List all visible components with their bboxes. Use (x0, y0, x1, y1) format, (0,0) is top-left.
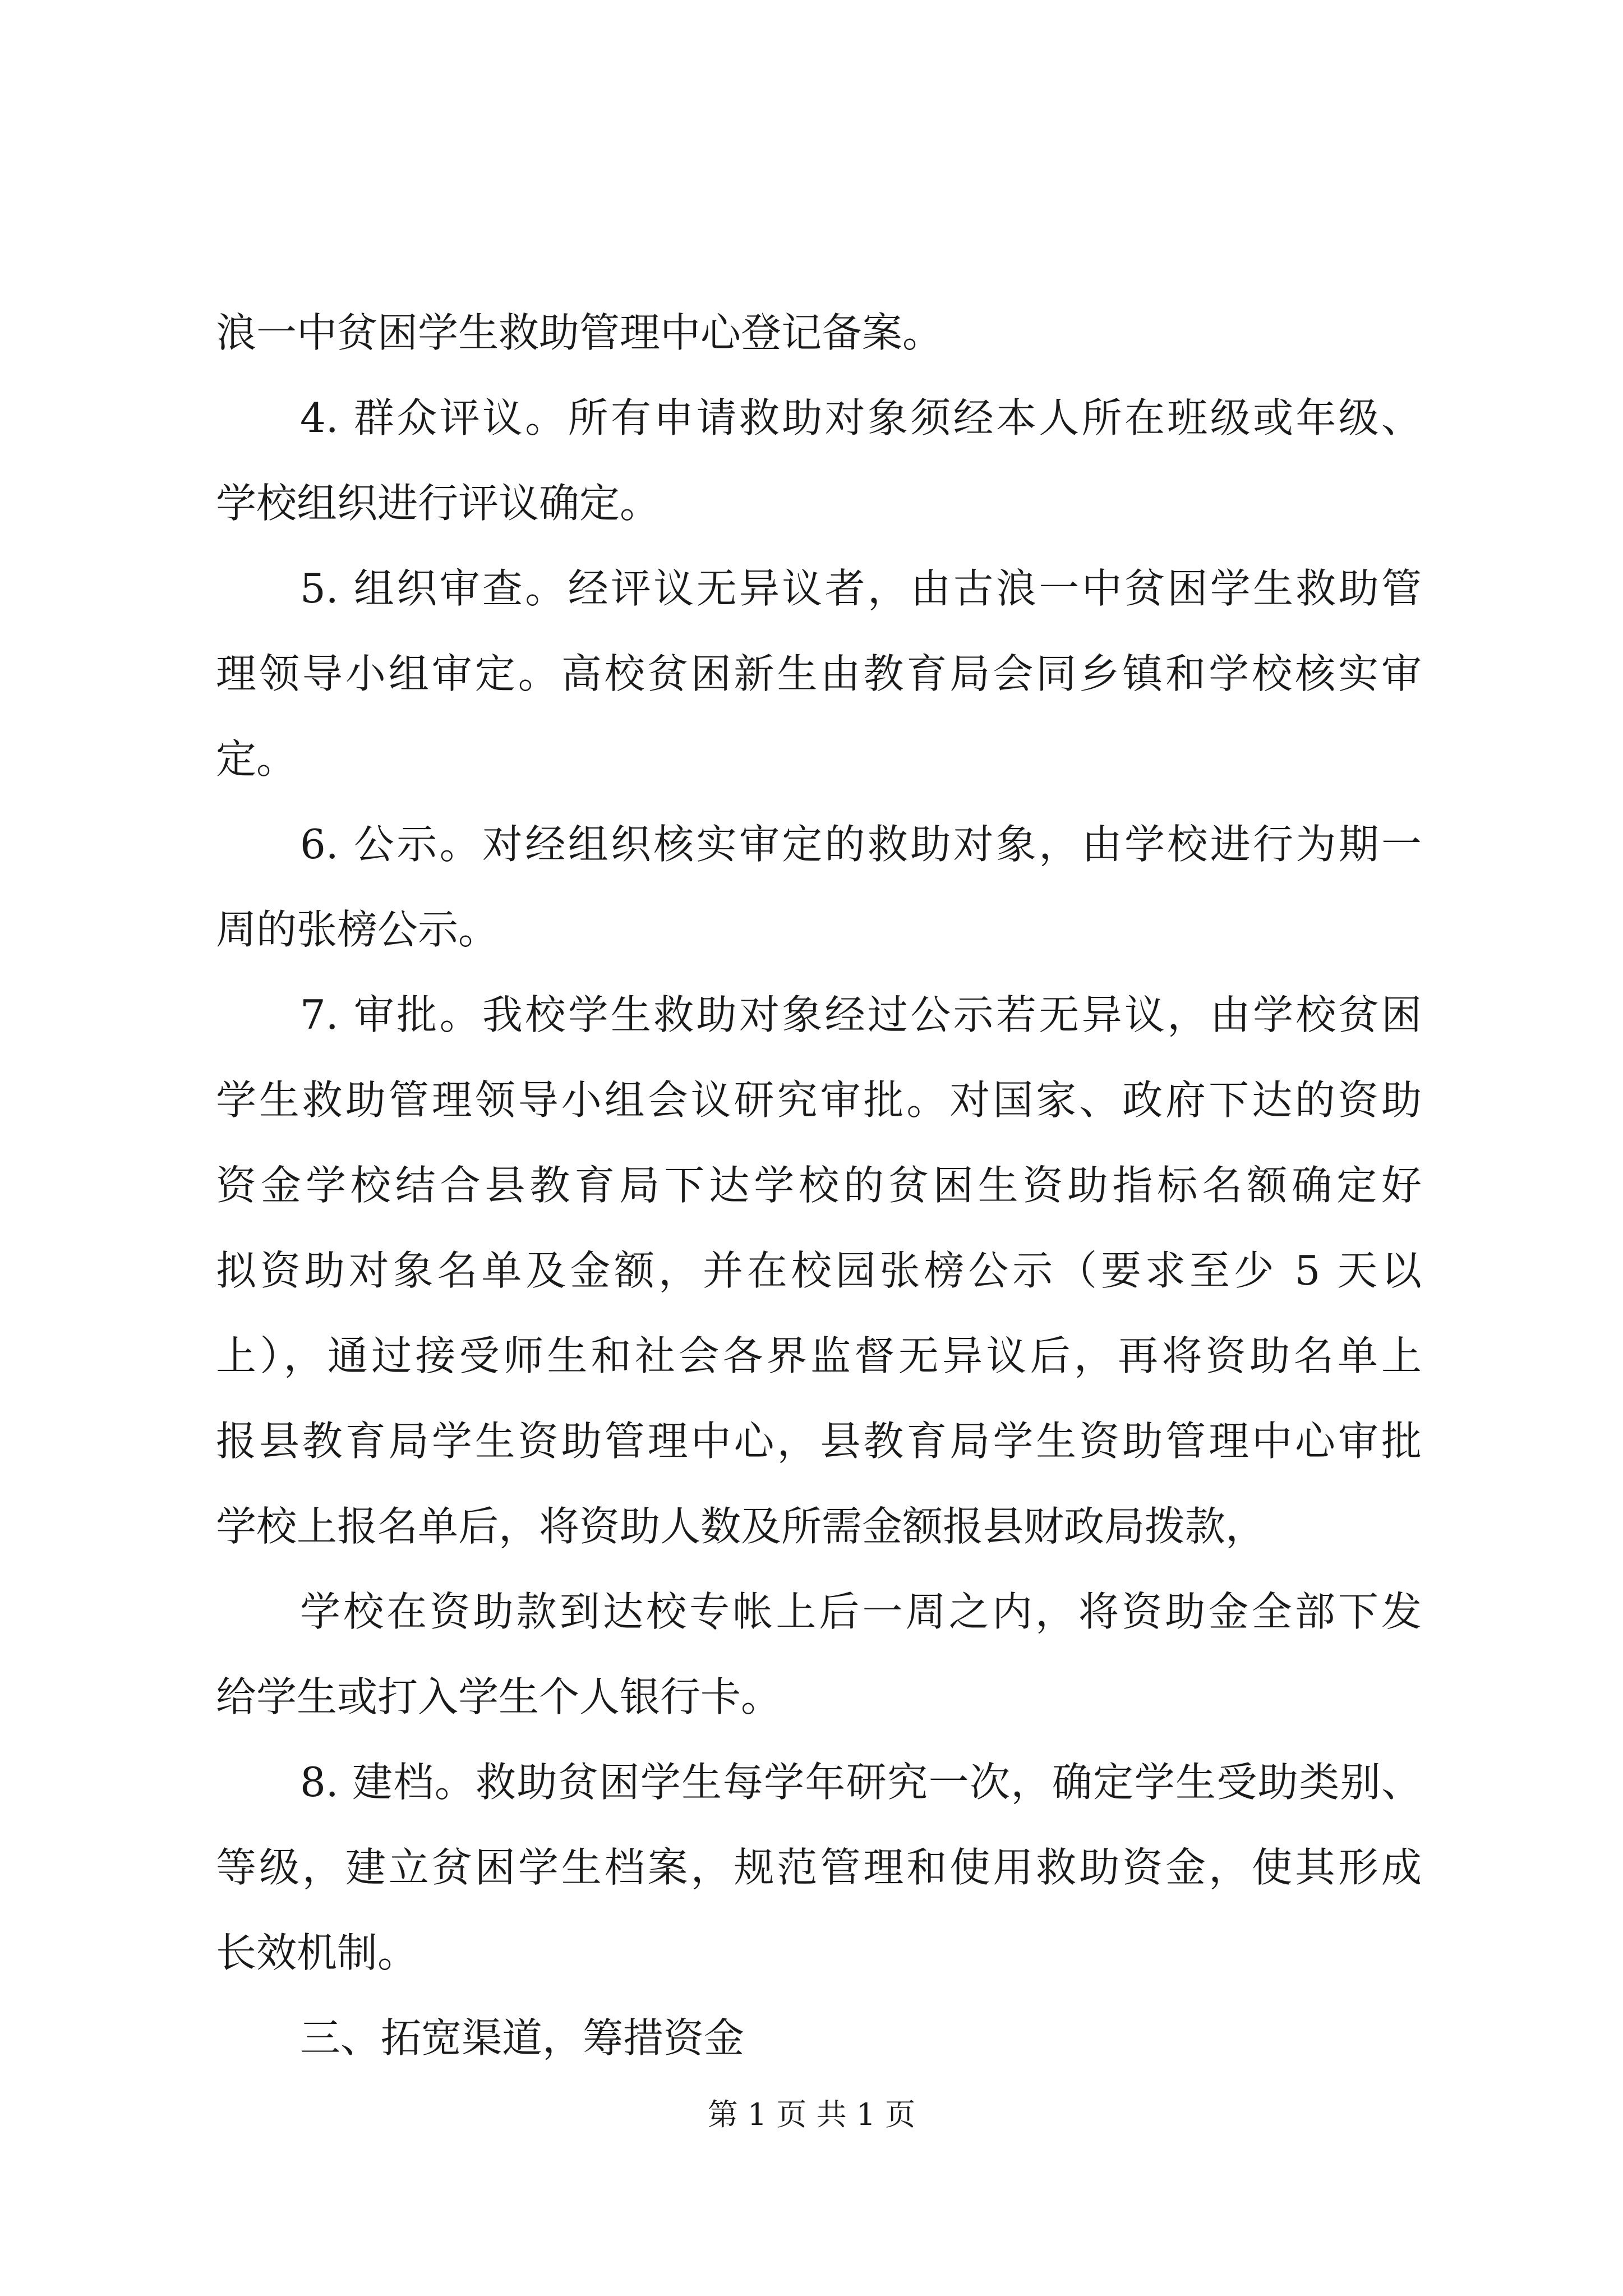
text-line: 学校上报名单后，将资助人数及所需金额报县财政局拨款， (216, 1503, 1266, 1550)
text-line: 浪一中贫困学生救助管理中心登记备案。 (216, 309, 943, 356)
text-line: 学校在资助款到达校专帐上后一周之内，将资助金全部下发 (300, 1588, 1422, 1635)
text-line: 给学生或打入学生个人银行卡。 (216, 1673, 782, 1720)
text-line: 周的张榜公示。 (216, 906, 499, 953)
text-line: 上），通过接受师生和社会各界监督无异议后，再将资助名单上 (216, 1332, 1422, 1379)
text-line: 5. 组织审查。经评议无异议者，由古浪一中贫困学生救助管 (300, 565, 1422, 612)
text-line: 8. 建档。救助贫困学生每学年研究一次，确定学生受助类别、 (300, 1759, 1422, 1806)
text-line: 7. 审批。我校学生救助对象经过公示若无异议，由学校贫困 (300, 991, 1422, 1038)
text-line: 学校组织进行评议确定。 (216, 480, 661, 527)
text-line: 理领导小组审定。高校贫困新生由教育局会同乡镇和学校核实审 (216, 650, 1422, 697)
text-line: 拟资助对象名单及金额，并在校园张榜公示（要求至少 5 天以 (216, 1247, 1422, 1294)
text-line: 定。 (216, 735, 297, 783)
page-footer: 第 1 页 共 1 页 (707, 2097, 916, 2132)
section-heading: 三、拓宽渠道，筹措资金 (300, 2014, 745, 2062)
text-line: 资金学校结合县教育局下达学校的贫困生资助指标名额确定好 (216, 1162, 1422, 1209)
text-line: 长效机制。 (216, 1929, 418, 1976)
text-line: 报县教育局学生资助管理中心，县教育局学生资助管理中心审批 (216, 1418, 1422, 1465)
text-line: 6. 公示。对经组织核实审定的救助对象，由学校进行为期一 (300, 821, 1422, 868)
text-line: 等级，建立贫困学生档案，规范管理和使用救助资金，使其形成 (216, 1844, 1422, 1891)
text-line: 4. 群众评议。所有申请救助对象须经本人所在班级或年级、 (300, 394, 1422, 441)
text-line: 学生救助管理领导小组会议研究审批。对国家、政府下达的资助 (216, 1076, 1422, 1124)
